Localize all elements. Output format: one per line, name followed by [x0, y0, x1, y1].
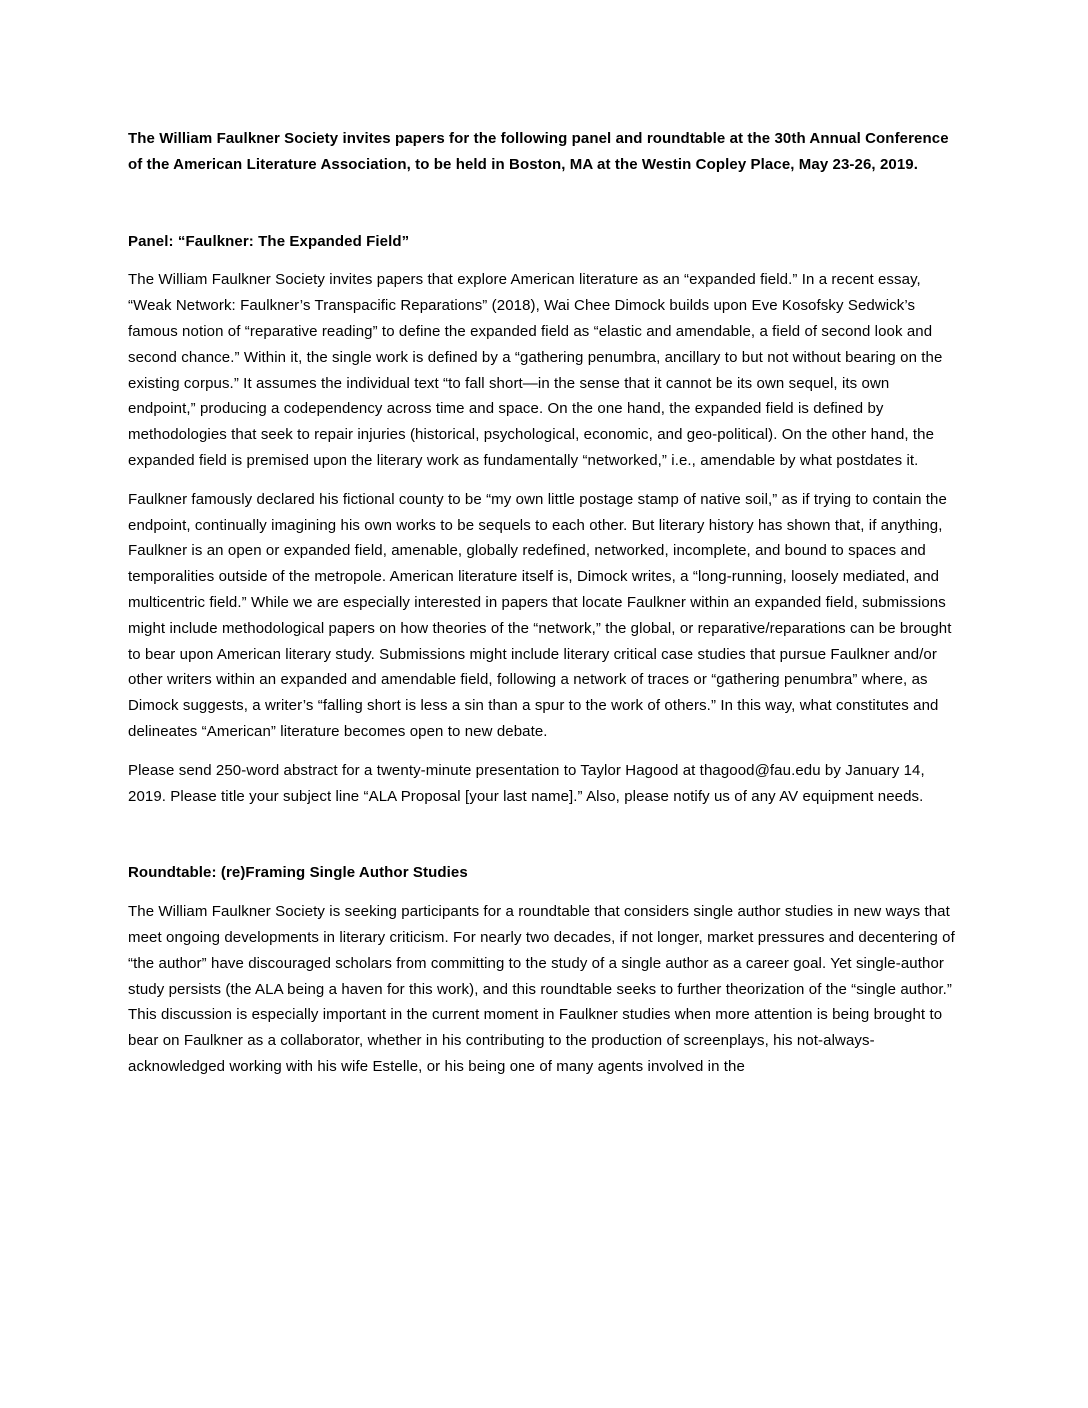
intro-paragraph: The William Faulkner Society invites papers for the following panel and roundtable at the 30th Annual Conference of the American Literature Association, to be held in Boston, MA at the Westin Copley Place, May 23-26, 2019. — [128, 130, 949, 173]
panel-paragraph-3: Please send 250-word abstract for a twenty-minute presentation to Taylor Hagood at thagood@fau.edu by January 14, 2019. Please title your subject line “ALA Proposal [your last name].” Also, please notify us of any AV equipment needs. — [128, 761, 925, 805]
roundtable-section-heading: Roundtable: (re)Framing Single Author Studies — [128, 864, 468, 882]
panel-section-heading: Panel: “Faulkner: The Expanded Field” — [128, 232, 410, 250]
roundtable-paragraph-1: The William Faulkner Society is seeking participants for a roundtable that considers single author studies in new ways that meet ongoing developments in literary criticism. For nearly two decades, if not longer, market pressures and decentering of “the author” have discouraged scholars from committing to the study of a single author as a career goal. Yet single-author study persists (the ALA being a haven for this work), and this roundtable seeks to further theorization of the “single author.” This discussion is especially important in the current moment in Faulkner studies when more attention is being brought to bear on Faulkner as a collaborator, whether in his contributing to the production of screenplays, his not-always-acknowledged working with his wife Estelle, or his being one of many agents involved in the — [128, 903, 955, 1075]
panel-paragraph-1: The William Faulkner Society invites papers that explore American literature as an “expanded field.” In a recent essay, “Weak Network: Faulkner’s Transpacific Reparations” (2018), Wai Chee Dimock builds upon Eve Kosofsky Sedwick’s famous notion of “reparative reading” to define the expanded field as “elastic and amendable, a field of second look and second chance.” Within it, the single work is defined by a “gathering penumbra, ancillary to but not without bearing on the existing corpus.” It assumes the individual text “to fall short—in the sense that it cannot be its own sequel, its own endpoint,” producing a codependency across time and space. On the one hand, the expanded field is defined by methodologies that seek to repair injuries (historical, psychological, economic, and geo-political). On the other hand, the expanded field is premised upon the literary work as fundamentally “networked,” i.e., amendable by what postdates it. — [128, 271, 943, 469]
panel-paragraph-2: Faulkner famously declared his fictional county to be “my own little postage stamp of native soil,” as if trying to contain the endpoint, continually imagining his own works to be sequels to each other. But literary history has shown that, if anything, Faulkner is an open or expanded field, amenable, globally redefined, networked, incomplete, and bound to spaces and temporalities outside of the metropole. American literature itself is, Dimock writes, a “long-running, loosely mediated, and multicentric field.” While we are especially interested in papers that locate Faulkner within an expanded field, submissions might include methodological papers on how theories of the “network,” the global, or reparative/reparations can be brought to bear upon American literary study. Submissions might include literary critical case studies that pursue Faulkner and/or other writers within an expanded and amendable field, following a network of traces or “gathering penumbra” where, as Dimock suggests, a writer’s “falling short is less a sin than a spur to the work of others.” In this way, what constitutes and delineates “American” literature becomes open to new debate. — [128, 490, 952, 740]
